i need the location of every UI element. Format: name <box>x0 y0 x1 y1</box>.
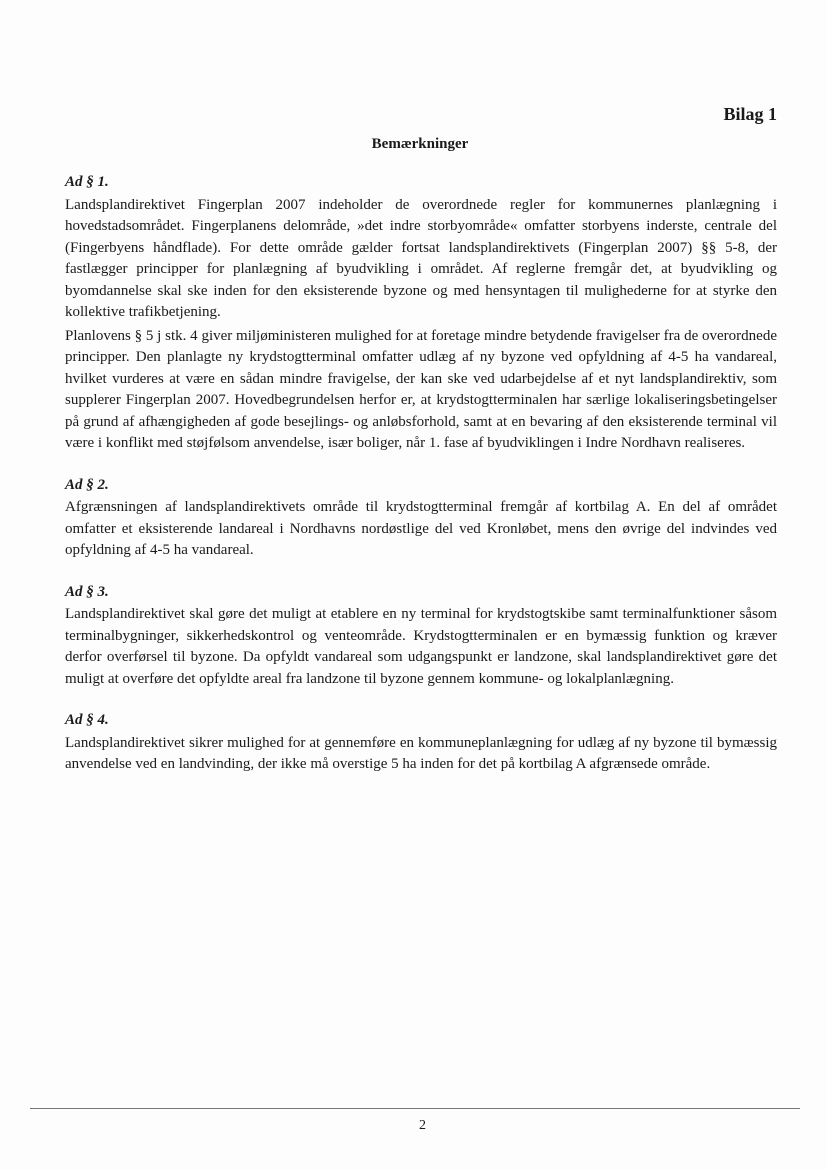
section-1 <box>65 172 777 455</box>
paragraph: Afgrænsningen af landsplandirektivets område til krydstogtterminal fremgår af kortbilag A. En del af området omfatter et eksisterende landareal i Nordhavns nordøstlige del ved Kronløbet, mens den øvrige del indvindes ved opfyldning af 4-5 ha vandareal. <box>65 499 777 558</box>
paragraph: Landsplandirektivet Fingerplan 2007 indeholder de overordnede regler for kommunernes planlægning i hovedstadsområdet. Fingerplanens delområde, »det indre storbyområde« omfatter storbyens inderste, centrale del (Fingerbyens håndflade). For dette område gælder fortsat landsplandirektivets (Fingerplan 2007) §§ 5-8, der fastlægger principper for planlægning af byudvikling i området. Af reglerne fremgår det, at byudvikling og byomdannelse skal ske inden for den eksisterende byzone og med hensyntagen til mulighederne for at styrke den kollektive trafikbetjening. <box>65 196 777 320</box>
section-3 <box>65 582 777 691</box>
page-number: 2 <box>419 1118 426 1133</box>
paragraph: Landsplandirektivet skal gøre det muligt at etablere en ny terminal for krydstogtskibe samt terminalfunktioner såsom terminalbygninger, sikkerhedskontrol og venteområde. Krydstogtterminalen er en bymæssig funktion og kræver derfor overførsel til byzone. Da opfyldt vandareal som udgangspunkt er landzone, skal landsplandirektivet gøre det muligt at overføre det opfyldte areal fra landzone til byzone gennem kommune- og lokalplanlægning. <box>65 606 777 687</box>
section-heading: Ad § 2. <box>65 476 109 493</box>
appendix-label: Bilag 1 <box>723 104 777 124</box>
paragraph: Planlovens § 5 j stk. 4 giver miljøministeren mulighed for at foretage mindre betydende fravigelser fra de overordnede principper. Den planlagte ny krydstogtterminal omfatter udlæg af ny byzone ved opfyldning af 4-5 ha vandareal, hvilket vurderes at være en sådan mindre fravigelse, der kan ske ved udarbejdelse af et nyt landsplandirektiv, som supplerer Fingerplan 2007. Hovedbegrundelsen herfor er, at krydstogtterminalen har særlige lokaliseringsbetingelser på grund af afhængigheden af gode besejlings- og anløbsforhold, samt at en bevaring af den eksisterende terminal vil være i konflikt med støjfølsom anvendelse, især boliger, når 1. fase af byudviklingen i Indre Nordhavn realiseres. <box>65 327 777 451</box>
document-body <box>65 172 777 796</box>
section-2 <box>65 475 777 562</box>
paragraph: Landsplandirektivet sikrer mulighed for at gennemføre en kommuneplanlægning for udlæg af ny byzone til bymæssig anvendelse ved en landvinding, der ikke må overstige 5 ha inden for det på kortbilag A afgrænsede område. <box>65 734 777 772</box>
section-heading: Ad § 3. <box>65 583 109 600</box>
section-4 <box>65 710 777 776</box>
page-title: Bemærkninger <box>371 136 469 152</box>
section-heading: Ad § 4. <box>65 712 109 728</box>
section-heading: Ad § 1. <box>65 174 109 190</box>
footer-divider <box>30 1108 800 1109</box>
